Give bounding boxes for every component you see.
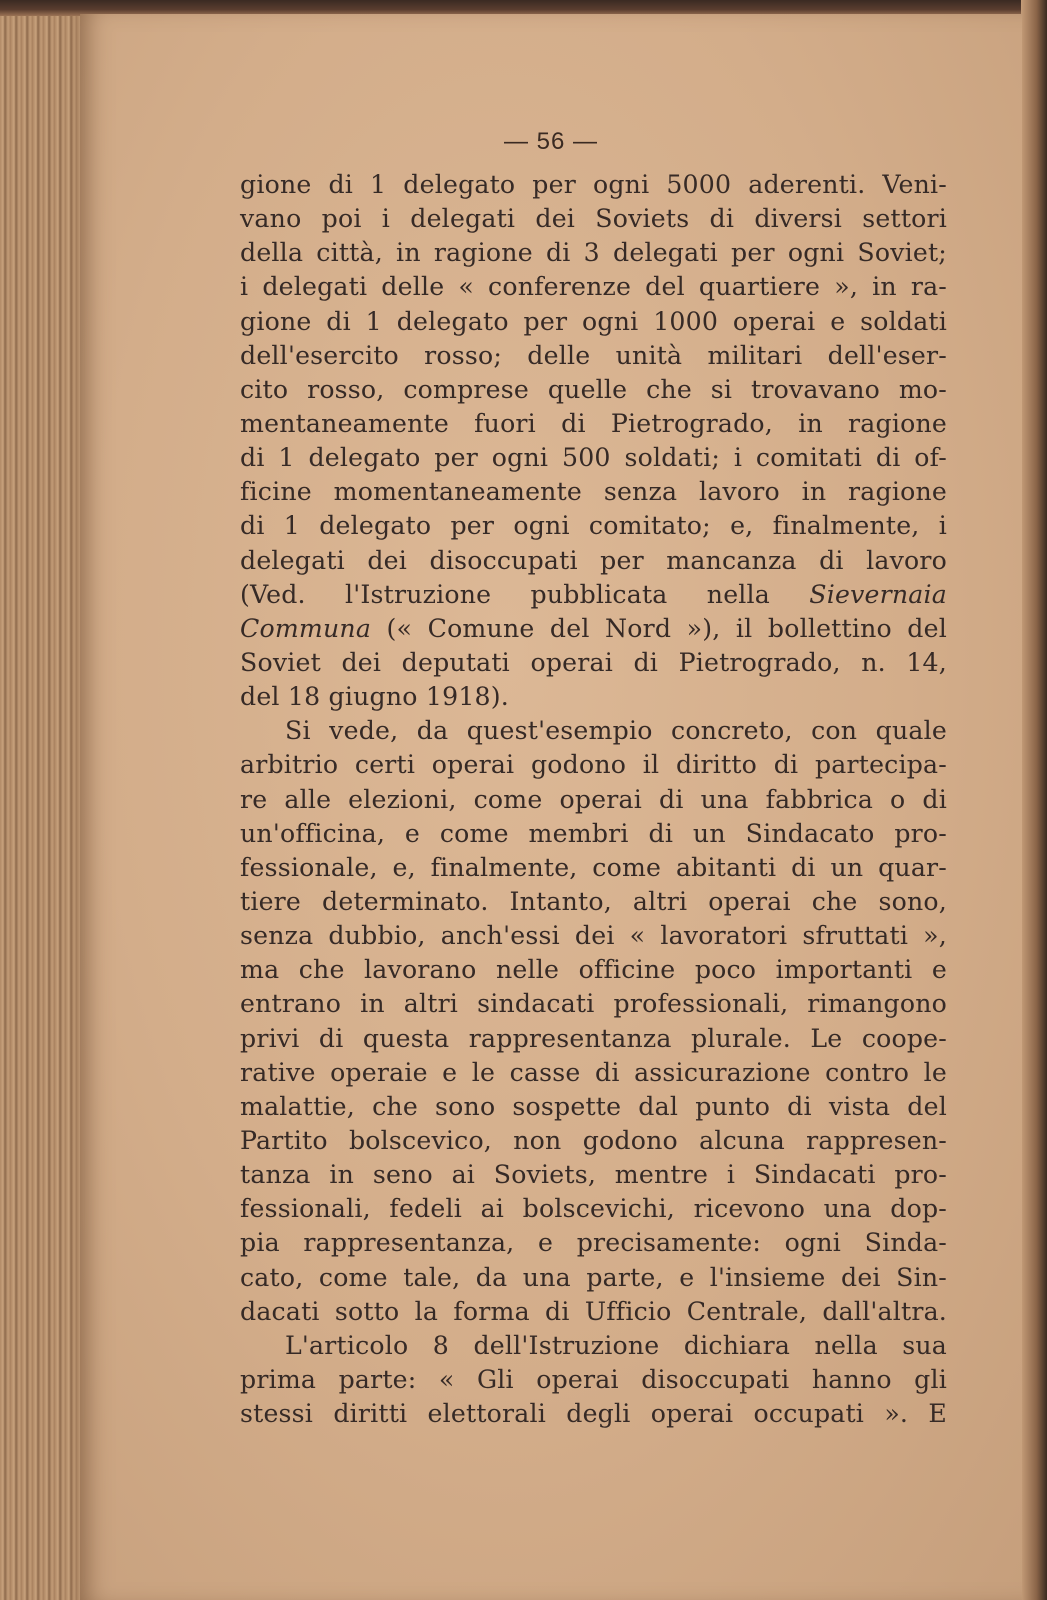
journal-title-italic: Communa: [240, 613, 372, 643]
text-line: Partito bolscevico, non godono alcuna rappresen-: [240, 1125, 947, 1155]
text-line: tanza in seno ai Soviets, mentre i Sindacati pro-: [240, 1160, 947, 1190]
text-line: cito rosso, comprese quelle che si trovavano mo-: [240, 374, 947, 404]
text-line: cato, come tale, da una parte, e l'insieme dei Sin-: [240, 1262, 947, 1292]
paragraph-first-line: Si vede, da quest'esempio concreto, con quale: [285, 716, 947, 746]
text-line: [240, 578, 947, 612]
text-line: senza dubbio, anch'essi dei « lavoratori sfruttati »,: [240, 921, 947, 951]
text-line: un'officina, e come membri di un Sindacato pro-: [240, 818, 947, 848]
text-line: fessionali, fedeli ai bolscevichi, ricevono una dop-: [240, 1194, 947, 1224]
text-line: i delegati delle « conferenze del quartiere », in ra-: [240, 272, 947, 302]
text-line: privi di questa rappresentanza plurale. Le coope-: [240, 1023, 947, 1053]
text-line-part: (Ved. l'Istruzione pubblicata nella: [240, 579, 810, 609]
text-line: vano poi i delegati dei Soviets di diversi settori: [240, 204, 947, 234]
text-line: ma che lavorano nelle officine poco importanti e: [240, 955, 947, 985]
text-line: gione di 1 delegato per ogni 5000 aderenti. Veni-: [240, 170, 947, 199]
text-line-part: (« Comune del Nord »), il bollettino del: [371, 613, 947, 643]
text-line: Soviet dei deputati operai di Pietrogrado, n. 14,: [240, 647, 947, 677]
text-line: di 1 delegato per ogni comitato; e, finalmente, i: [240, 511, 947, 541]
text-line: entrano in altri sindacati professionali, rimangono: [240, 989, 947, 1019]
text-line: dell'esercito rosso; delle unità militari dell'eser-: [240, 340, 947, 370]
text-line: pia rappresentanza, e precisamente: ogni Sinda-: [240, 1228, 947, 1258]
text-line: arbitrio certi operai godono il diritto di partecipa-: [240, 750, 947, 780]
text-line: fessionale, e, finalmente, come abitanti di un quar-: [240, 852, 947, 882]
text-line: di 1 delegato per ogni 500 soldati; i comitati di of-: [240, 443, 947, 473]
text-line: dacati sotto la forma di Ufficio Centrale, dall'altra.: [240, 1296, 947, 1326]
text-line: mentaneamente fuori di Pietrogrado, in ragione: [240, 408, 947, 438]
text-line: ficine momentaneamente senza lavoro in ragione: [240, 477, 947, 507]
text-line: tiere determinato. Intanto, altri operai che sono,: [240, 886, 947, 916]
text-line: [240, 612, 947, 646]
journal-title-italic: Sievernaia: [809, 579, 947, 609]
text-line: rative operaie e le casse di assicurazione contro le: [240, 1057, 947, 1087]
text-line: delegati dei disoccupati per mancanza di lavoro: [240, 545, 947, 575]
book-page: [80, 14, 1022, 1600]
text-line: gione di 1 delegato per ogni 1000 operai e soldati: [240, 306, 947, 336]
text-line: del 18 giugno 1918).: [240, 682, 509, 712]
text-line: della città, in ragione di 3 delegati per ogni Soviet;: [240, 238, 947, 268]
text-line: malattie, che sono sospette dal punto di vista del: [240, 1091, 947, 1121]
text-line: stessi diritti elettorali degli operai occupati ». E: [240, 1399, 947, 1429]
text-line: re alle elezioni, come operai di una fabbrica o di: [240, 784, 947, 814]
text-line: prima parte: « Gli operai disoccupati hanno gli: [240, 1364, 947, 1394]
page-body-text: [240, 168, 947, 1431]
page-right-shadow: [1021, 0, 1047, 1600]
page-number: — 56 —: [503, 128, 599, 155]
paragraph-first-line: L'articolo 8 dell'Istruzione dichiara nella sua: [285, 1330, 947, 1360]
